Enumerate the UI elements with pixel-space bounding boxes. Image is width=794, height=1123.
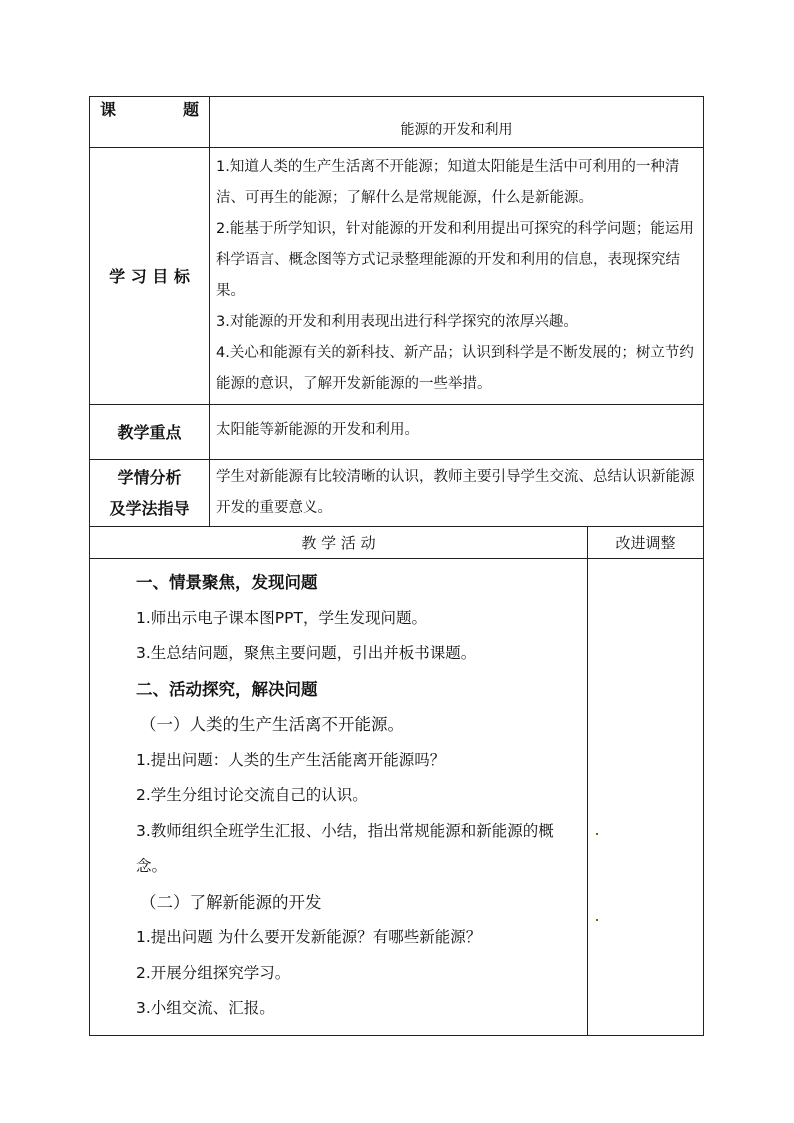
- goals-row: [90, 148, 704, 405]
- key-point-row: [90, 405, 704, 460]
- activity-header: 教 学 活 动: [90, 527, 588, 559]
- adjust-cell: [588, 559, 704, 1036]
- title-label-cell: [90, 97, 210, 148]
- part-1-step-2: 2.学生分组讨论交流自己的认识。: [136, 786, 368, 804]
- analysis-row: [90, 460, 704, 527]
- activity-header-row: [90, 527, 704, 559]
- goal-item: 1.知道人类的生产生活离不开能源；知道太阳能是生活中可利用的一种清洁、可再生的能源；了解什么是常规能源，什么是新能源。: [216, 159, 680, 206]
- activity-row: [90, 559, 704, 1036]
- goal-item: 4.关心和能源有关的新科技、新产品；认识到科学是不断发展的；树立节约能源的意识，了解开发新能源的一些举措。: [216, 345, 694, 392]
- goals-label: 学 习 目 标: [90, 148, 210, 405]
- part-2-step-1: 1.提出问题 为什么要开发新能源？有哪些新能源？: [136, 928, 482, 946]
- analysis-label-line1: 学情分析: [117, 468, 182, 487]
- key-point-label: 教学重点: [90, 405, 210, 460]
- section-2-title: 二、活动探究，解决问题: [136, 679, 318, 699]
- adjust-header: 改进调整: [588, 527, 704, 559]
- analysis-value: 学生对新能源有比较清晰的认识，教师主要引导学生交流、总结认识新能源开发的重要意义。: [210, 460, 704, 527]
- section-1-step-1: 1.师出示电子课本图PPT，学生发现问题。: [136, 608, 427, 627]
- goal-item: 3.对能源的开发和利用表现出进行科学探究的浓厚兴趣。: [216, 314, 578, 330]
- part-2-title: （二）了解新能源的开发: [140, 892, 322, 912]
- speck-mark: [596, 833, 598, 835]
- key-point-value: 太阳能等新能源的开发和利用。: [210, 405, 704, 460]
- speck-mark: [596, 919, 598, 921]
- lesson-title: 能源的开发和利用: [210, 97, 704, 148]
- section-1-step-3: 3.生总结问题，聚焦主要问题，引出并板书课题。: [136, 644, 477, 662]
- title-row: [90, 97, 704, 148]
- goal-item: 2.能基于所学知识，针对能源的开发和利用提出可探究的科学问题；能运用科学语言、概念图等方式记录整理能源的开发和利用的信息，表现探究结果。: [216, 221, 694, 299]
- goals-list: [210, 148, 704, 405]
- part-1-step-1: 1.提出问题：人类的生产生活能离开能源吗？: [136, 750, 446, 769]
- part-2-step-3: 3.小组交流、汇报。: [136, 999, 275, 1017]
- activity-content: [90, 559, 588, 1036]
- analysis-label-line2: 及学法指导: [109, 499, 190, 518]
- title-label-left: 课: [100, 100, 117, 119]
- title-label-right: 题: [182, 100, 199, 119]
- part-1-title: （一）人类的生产生活离不开能源。: [140, 715, 404, 734]
- analysis-label: [90, 460, 210, 527]
- part-1-step-3: 3.教师组织全班学生汇报、小结，指出常规能源和新能源的概念。: [136, 821, 554, 875]
- section-1-title: 一、情景聚焦，发现问题: [136, 573, 318, 592]
- lesson-plan-table: [89, 96, 704, 1036]
- part-2-step-2: 2.开展分组探究学习。: [136, 963, 291, 982]
